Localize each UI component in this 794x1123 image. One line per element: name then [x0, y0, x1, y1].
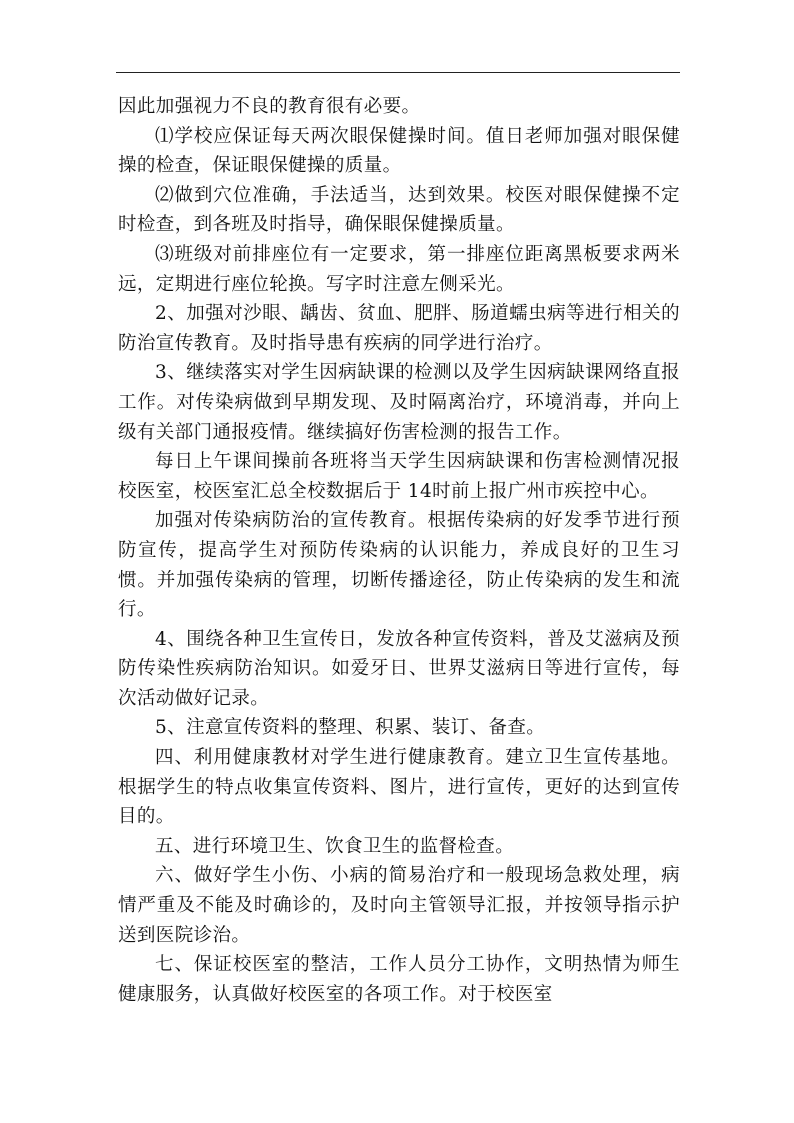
paragraph-infectious-disease-education: 加强对传染病防治的宣传教育。根据传染病的好发季节进行预防宣传，提高学生对预防传染病的认识能力，养成良好的卫生习惯。并加强传染病的管理，切断传播途径，防止传染病的发生和流行。	[118, 510, 680, 621]
paragraph-acupoint-accuracy: ⑵做到穴位准确，手法适当，达到效果。校医对眼保健操不定时检查，到各班及时指导，确保眼保健操质量。	[118, 184, 680, 236]
paragraph-clinic-cleanliness: 七、保证校医室的整洁，工作人员分工协作，文明热情为师生健康服务，认真做好校医室的各项工作。对于校医室	[118, 954, 680, 1005]
paragraph-eye-exercise-time: ⑴学校应保证每天两次眼保健操时间。值日老师加强对眼保健操的检查，保证眼保健操的质量。	[118, 125, 680, 177]
paragraph-first-aid: 六、做好学生小伤、小病的简易治疗和一般现场急救处理，病情严重及不能及时确诊的，及时向主管领导汇报，并按领导指示护送到医院诊治。	[118, 865, 680, 946]
paragraph-absence-reporting: 3、继续落实对学生因病缺课的检测以及学生因病缺课网络直报工作。对传染病做到早期发现、及时隔离治疗，环境消毒，并向上级有关部门通报疫情。继续搞好伤害检测的报告工作。	[118, 362, 680, 443]
paragraph-health-textbook: 四、利用健康教材对学生进行健康教育。建立卫生宣传基地。根据学生的特点收集宣传资料、图片，进行宣传，更好的达到宣传目的。	[118, 747, 680, 828]
paragraph-materials-archive: 5、注意宣传资料的整理、积累、装订、备查。	[155, 717, 546, 739]
paragraph-seat-rotation: ⑶班级对前排座位有一定要求，第一排座位距离黑板要求两米远，定期进行座位轮换。写字时注意左侧采光。	[118, 243, 680, 295]
paragraph-hygiene-inspection: 五、进行环境卫生、饮食卫生的监督检查。	[155, 835, 515, 857]
header-rule	[116, 72, 680, 73]
paragraph-vision-intro: 因此加强视力不良的教育很有必要。	[118, 96, 421, 117]
paragraph-daily-report: 每日上午课间操前各班将当天学生因病缺课和伤害检测情况报校医室，校医室汇总全校数据后于 14时前上报广州市疾控中心。	[118, 451, 680, 502]
paragraph-disease-prevention: 2、加强对沙眼、龋齿、贫血、肥胖、肠道蠕虫病等进行相关的防治宣传教育。及时指导患有疾病的同学进行治疗。	[118, 303, 680, 354]
paragraph-health-days: 4、围绕各种卫生宣传日，发放各种宣传资料，普及艾滋病及预防传染性疾病防治知识。如爱牙日、世界艾滋病日等进行宣传，每次活动做好记录。	[118, 628, 680, 709]
document-body	[118, 92, 680, 1009]
